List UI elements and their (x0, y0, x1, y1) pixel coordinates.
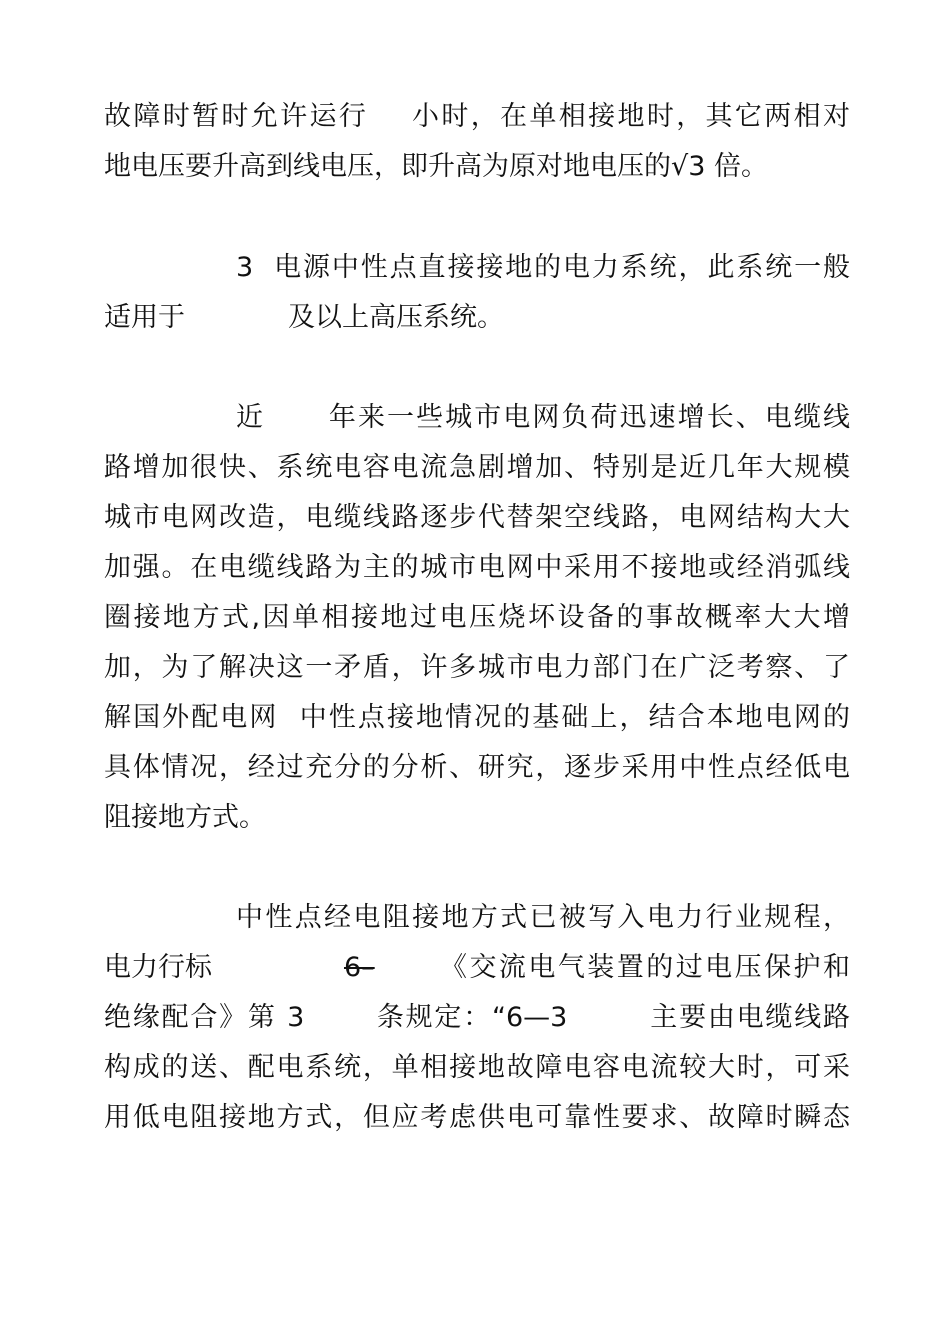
text-line: 近 年来一些城市电网负荷迅速增长、电缆线 (236, 402, 850, 433)
text-line: 城市电网改造，电缆线路逐步代替架空线路，电网结构大大 (104, 502, 850, 533)
text-line: 绝缘配合》第 3 条规定：“6—3 主要由电缆线路 (104, 1002, 850, 1033)
text-line: 故障时暂时允许运行 小时，在单相接地时，其它两相对 (104, 101, 850, 132)
text-line: 中性点经电阻接地方式已被写入电力行业规程， (236, 902, 850, 933)
text-line: 构成的送、配电系统，单相接地故障电容电流较大时，可采 (104, 1052, 850, 1083)
text-line: 阻接地方式。 (104, 802, 266, 833)
text-line: 适用于 及以上高压系统。 (104, 302, 504, 333)
text-line: 电力行标 (104, 952, 212, 983)
text-line: 加强。在电缆线路为主的城市电网中采用不接地或经消弧线 (104, 552, 850, 583)
text-line: 路增加很快、系统电容电流急剧增加、特别是近几年大规模 (104, 452, 850, 483)
text-line: 地电压要升高到线电压，即升高为原对地电压的√3 倍。 (104, 151, 768, 182)
text-line: 加，为了解决这一矛盾，许多城市电力部门在广泛考察、了 (104, 652, 850, 683)
text-line: 圈接地方式,因单相接地过电压烧坏设备的事故概率大大增 (104, 602, 850, 633)
text-line: 具体情况，经过充分的分析、研究，逐步采用中性点经低电 (104, 752, 850, 783)
text-line: 3 电源中性点直接接地的电力系统，此系统一般 (236, 252, 850, 283)
struck-standard-code: 6– (344, 952, 375, 983)
text-line: 解国外配电网 中性点接地情况的基础上，结合本地电网的 (104, 702, 850, 733)
text-line: 《交流电气装置的过电压保护和 (440, 952, 850, 983)
text-line: 用低电阻接地方式，但应考虑供电可靠性要求、故障时瞬态 (104, 1102, 850, 1133)
